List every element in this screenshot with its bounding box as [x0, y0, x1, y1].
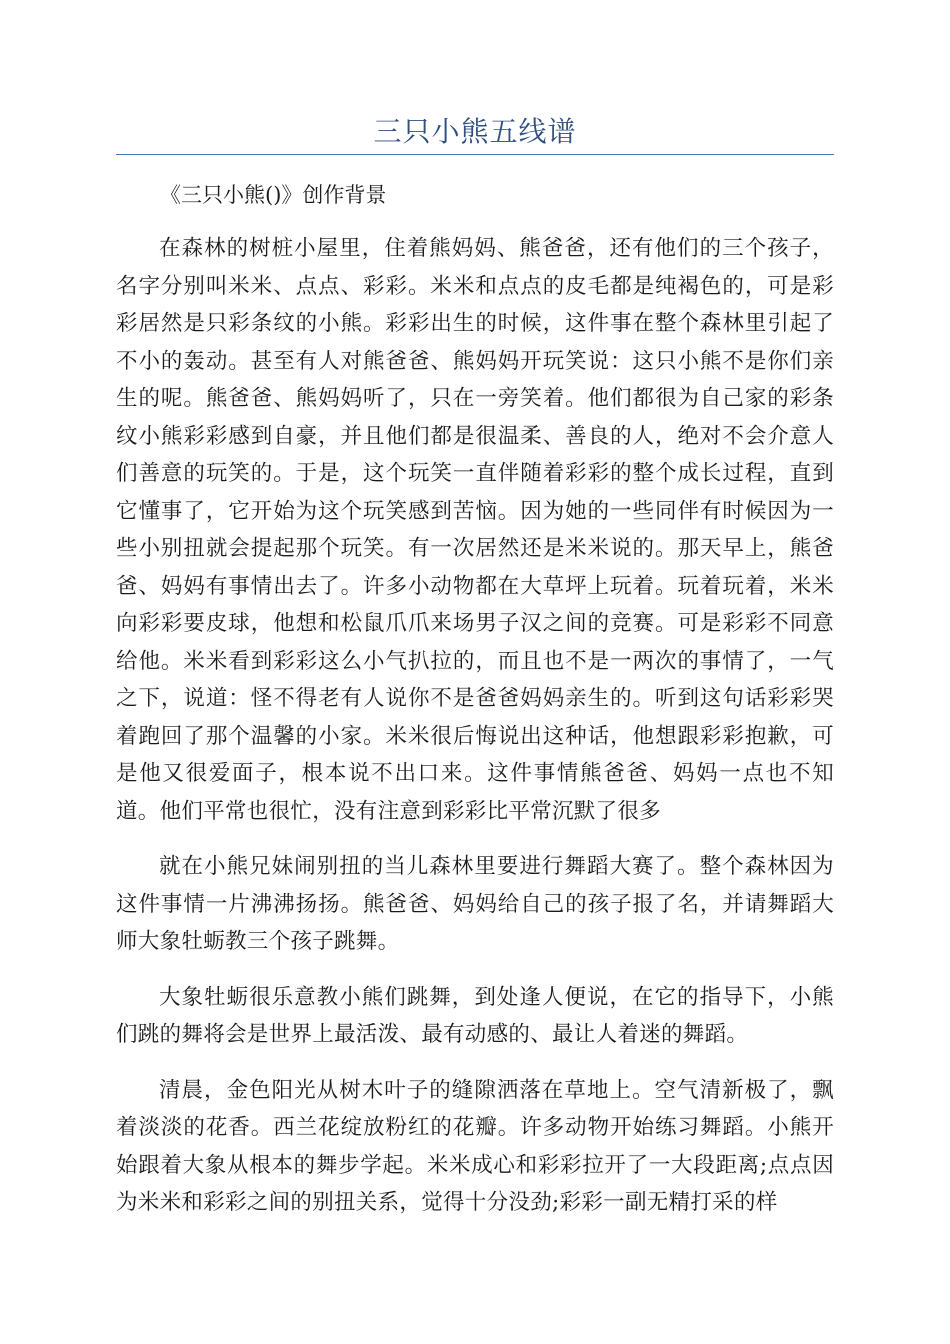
document-body	[116, 230, 834, 1240]
paragraph-1: 在森林的树桩小屋里，住着熊妈妈、熊爸爸，还有他们的三个孩子，名字分别叫米米、点点、彩彩。米米和点点的皮毛都是纯褐色的，可是彩彩居然是只彩条纹的小熊。彩彩出生的时候，这件事在整个森林里引起了不小的轰动。甚至有人对熊爸爸、熊妈妈开玩笑说：这只小熊不是你们亲生的呢。熊爸爸、熊妈妈听了，只在一旁笑着。他们都很为自己家的彩条纹小熊彩彩感到自豪，并且他们都是很温柔、善良的人，绝对不会介意人们善意的玩笑的。于是，这个玩笑一直伴随着彩彩的整个成长过程，直到它懂事了，它开始为这个玩笑感到苦恼。因为她的一些同伴有时候因为一些小别扭就会提起那个玩笑。有一次居然还是米米说的。那天早上，熊爸爸、妈妈有事情出去了。许多小动物都在大草坪上玩着。玩着玩着，米米向彩彩要皮球，他想和松鼠爪爪来场男子汉之间的竞赛。可是彩彩不同意给他。米米看到彩彩这么小气扒拉的，而且也不是一两次的事情了，一气之下，说道：怪不得老有人说你不是爸爸妈妈亲生的。听到这句话彩彩哭着跑回了那个温馨的小家。米米很后悔说出这种话，他想跟彩彩抱歉，可是他又很爱面子，根本说不出口来。这件事情熊爸爸、妈妈一点也不知道。他们平常也很忙，没有注意到彩彩比平常沉默了很多	[116, 236, 834, 824]
paragraph-2: 就在小熊兄妹闹别扭的当儿森林里要进行舞蹈大赛了。整个森林因为这件事情一片沸沸扬扬。熊爸爸、妈妈给自己的孩子报了名，并请舞蹈大师大象牡蛎教三个孩子跳舞。	[116, 854, 834, 954]
paragraph-3: 大象牡蛎很乐意教小熊们跳舞，到处逢人便说，在它的指导下，小熊们跳的舞将会是世界上最活泼、最有动感的、最让人着迷的舞蹈。	[116, 984, 834, 1047]
document-subtitle: 《三只小熊()》创作背景	[160, 183, 387, 207]
title-underline	[116, 154, 834, 155]
document-title: 三只小熊五线谱	[373, 115, 577, 148]
paragraph-4: 清晨，金色阳光从树木叶子的缝隙洒落在草地上。空气清新极了，飘着淡淡的花香。西兰花绽放粉红的花瓣。许多动物开始练习舞蹈。小熊开始跟着大象从根本的舞步学起。米米成心和彩彩拉开了一大段距离;点点因为米米和彩彩之间的别扭关系，觉得十分没劲;彩彩一副无精打采的样	[116, 1077, 834, 1215]
